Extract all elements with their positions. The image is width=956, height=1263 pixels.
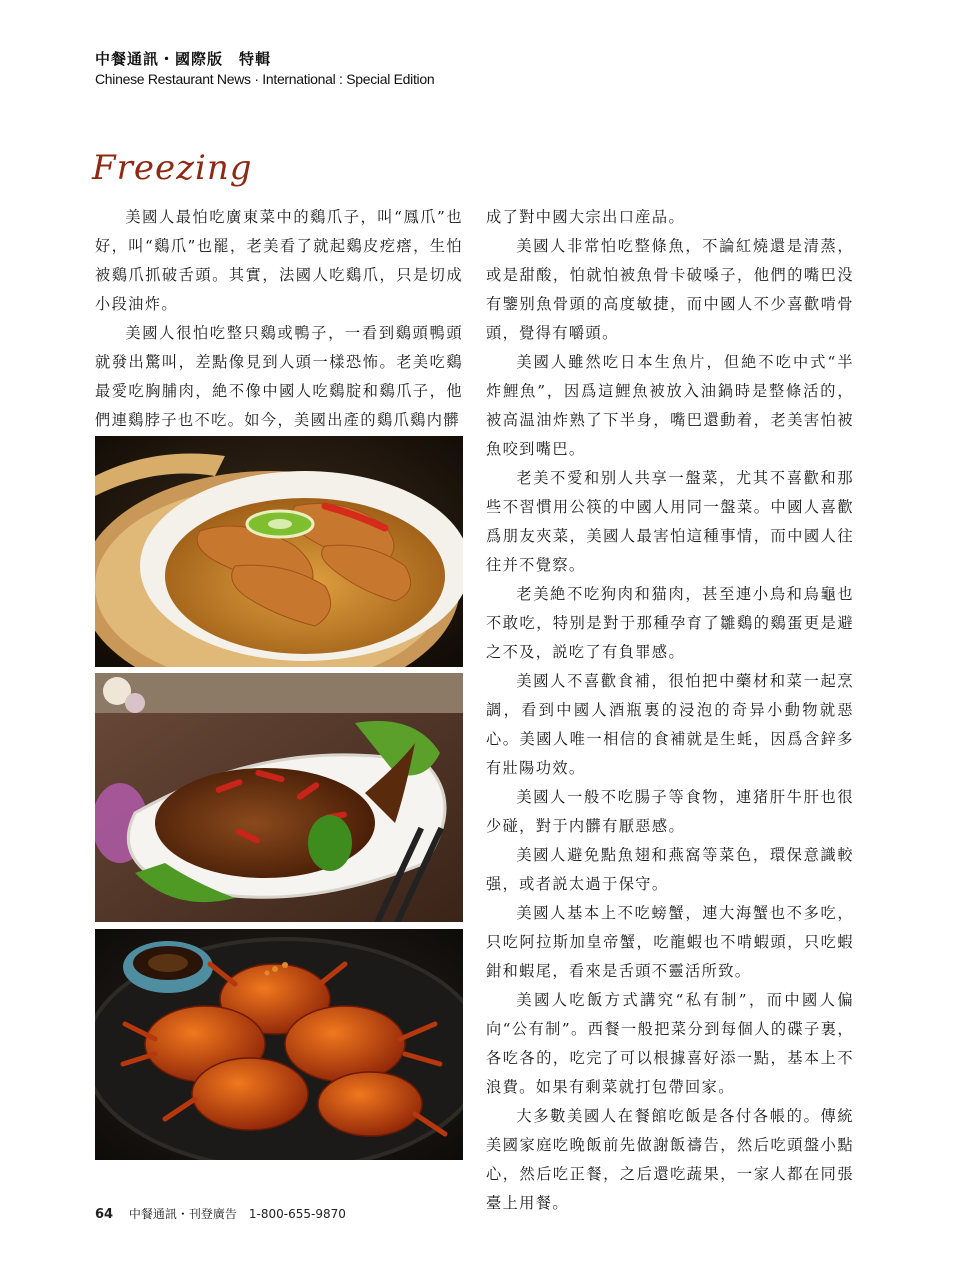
footer-text: 中餐通訊・刊登廣告 1-800-655-9870: [128, 1207, 346, 1221]
page-number: 64: [95, 1207, 114, 1222]
paragraph: 老美不愛和别人共享一盤菜，尤其不喜歡和那些不習慣用公筷的中國人用同一盤菜。中國人喜歡爲朋友夾菜，美國人最害怕這種事情，而中國人往往并不覺察。: [486, 469, 854, 574]
left-column: [95, 203, 463, 435]
paragraph: 美國人吃飯方式講究“私有制”，而中國人偏向“公有制”。西餐一般把菜分到每個人的碟子裏，各吃各的，吃完了可以根據喜好添一點，基本上不浪費。如果有剩菜就打包帶回家。: [486, 991, 854, 1096]
paragraph: 老美絶不吃狗肉和猫肉，甚至連小鳥和烏龜也不敢吃，特别是對于那種孕育了雛鷄的鷄蛋更是避之不及，説吃了有負罪感。: [486, 585, 854, 661]
header-title-cn: 中餐通訊・國際版 特輯: [95, 50, 272, 68]
paragraph: 美國人非常怕吃整條魚，不論紅燒還是清蒸，或是甜酸，怕就怕被魚骨卡破嗓子，他們的嘴巴没有鑒别魚骨頭的高度敏捷，而中國人不少喜歡啃骨頭，覺得有嚼頭。: [486, 237, 854, 342]
header-title-en: Chinese Restaurant News · International : Special Edition: [95, 71, 435, 87]
chicken-feet-photo: [95, 436, 463, 667]
crabs-photo: [95, 929, 463, 1160]
paragraph: 美國人雖然吃日本生魚片，但絶不吃中式“半炸鯉魚”，因爲這鯉魚被放入油鍋時是整條活的，被高温油炸熟了下半身，嘴巴還動着，老美害怕被魚咬到嘴巴。: [486, 353, 854, 458]
paragraph: 大多數美國人在餐館吃飯是各付各帳的。傳統美國家庭吃晚飯前先做謝飯禱告，然后吃頭盤小點心，然后吃正餐，之后還吃蔬果，一家人都在同張臺上用餐。: [486, 1107, 854, 1212]
page-footer: [95, 1205, 346, 1222]
paragraph: 美國人最怕吃廣東菜中的鷄爪子，叫“鳳爪”也好，叫“鷄爪”也罷，老美看了就起鷄皮疙瘩，生怕被鷄爪抓破舌頭。其實，法國人吃鷄爪，只是切成小段油炸。: [95, 208, 463, 313]
page-header: [95, 48, 434, 87]
paragraph: 美國人不喜歡食補，很怕把中藥材和菜一起烹調，看到中國人酒瓶裏的浸泡的奇异小動物就惡心。美國人唯一相信的食補就是生蚝，因爲含鋅多有壯陽功效。: [486, 672, 854, 777]
paragraph: 成了對中國大宗出口産品。: [486, 208, 686, 226]
paragraph: 美國人避免點魚翅和燕窩等菜色，環保意識較强，或者説太過于保守。: [486, 846, 854, 893]
paragraph: 美國人很怕吃整只鷄或鴨子，一看到鷄頭鴨頭就發出驚叫，差點像見到人頭一樣恐怖。老美吃鷄最愛吃胸脯肉，絶不像中國人吃鷄腚和鷄爪子，他們連鷄脖子也不吃。如今，美國出產的鷄爪鷄内髒: [95, 324, 463, 429]
right-column: [486, 203, 854, 1218]
section-title: Freezing: [92, 148, 253, 188]
paragraph: 美國人一般不吃腸子等食物，連猪肝牛肝也很少碰，對于内髒有厭惡感。: [486, 788, 854, 835]
paragraph: 美國人基本上不吃螃蟹，連大海蟹也不多吃，只吃阿拉斯加皇帝蟹，吃龍蝦也不啃蝦頭，只吃蝦鉗和蝦尾，看來是舌頭不靈活所致。: [486, 904, 854, 980]
braised-fish-photo: [95, 673, 463, 922]
